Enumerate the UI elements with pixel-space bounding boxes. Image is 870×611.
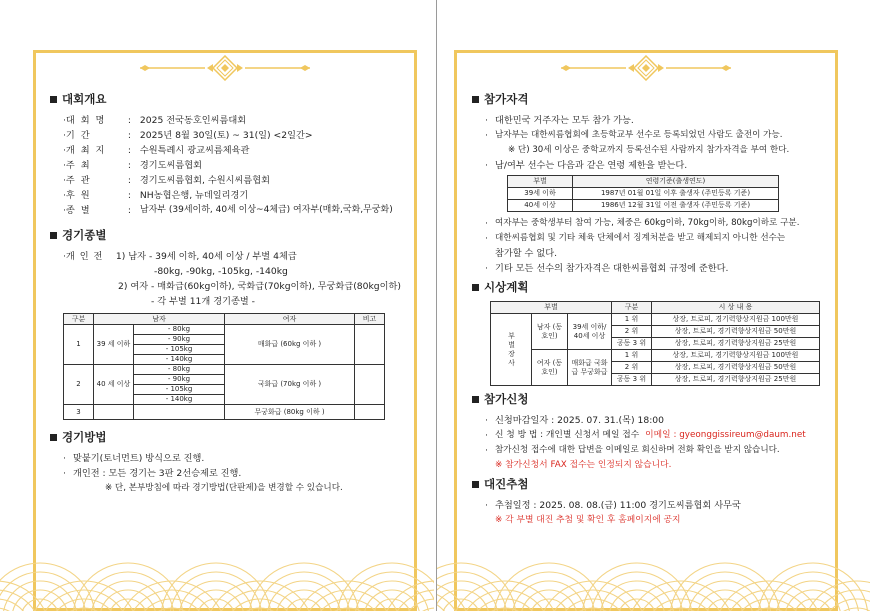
application-item: · 신 청 방 법 : 개인별 신청서 메일 접수 이메일 : gyeonggissireum@daum.net <box>485 430 806 441</box>
table-row: 공동 3 위 상장, 트로피, 경기력향상지원금 25만원 <box>491 338 820 350</box>
qualification-item: 참가할 수 없다. <box>495 248 558 259</box>
section-events: 경기종별 <box>50 228 405 243</box>
method-note: ※ 단, 본부방침에 따라 경기방법(단판제)을 변경할 수 있습니다. <box>105 483 343 493</box>
section-awards: 시상계획 <box>472 280 837 295</box>
section-application: 참가신청 <box>472 392 837 407</box>
table-row: 2 위 상장, 트로피, 경기력향상지원금 50만원 <box>491 362 820 374</box>
table-row: 1 39 세 이하 - 80kg 매화급 (60kg 이하 ) <box>64 325 385 335</box>
qualification-item: · 대한씨름협회 및 기타 체육 단체에서 징계처분을 받고 해제되지 아니한 선수는 <box>485 233 786 244</box>
wave-pattern <box>0 523 434 611</box>
overview-row: · 후 원 : NH농협은행, 뉴데일리경기 <box>63 190 249 201</box>
table-row: 39세 이하 1987년 01월 01일 이후 출생자 (주민등록 기준) <box>508 188 779 200</box>
application-item: · 신청마감일자 : 2025. 07. 31.(목) 18:00 <box>485 415 664 426</box>
table-row: 2 40 세 이상 - 80kg 국화급 (70kg 이하 ) <box>64 365 385 375</box>
overview-row: · 주 관 : 경기도씨름협회, 수원시씨름협회 <box>63 175 271 186</box>
table-row: 2 위 상장, 트로피, 경기력향상지원금 50만원 <box>491 326 820 338</box>
events-line: 2) 여자 - 매화급(60kg이하), 국화급(70kg이하), 무궁화급(80kg이하) <box>118 281 401 292</box>
age-table: 부별 연령기준(출생연도) 39세 이하 1987년 01월 01일 이후 출생자 (주민등록 기준) 40세 이상 1986년 12월 31일 이전 출생자 (주민등록 기준) <box>507 175 779 212</box>
overview-row: · 주 최 : 경기도씨름협회 <box>63 160 203 171</box>
qualification-item: · 여자부는 중학생부터 참여 가능, 체중은 60kg이하, 70kg이하, 80kg이하로 구분. <box>485 218 800 229</box>
qualification-item: · 남/여부 선수는 다음과 같은 연령 제한을 받는다. <box>485 160 688 171</box>
left-content <box>50 88 405 496</box>
overview-row: · 기 간 : 2025년 8월 30일(토) ~ 31(일) <2일간> <box>63 130 313 141</box>
table-row: 40세 이상 1986년 12월 31일 이전 출생자 (주민등록 기준) <box>508 200 779 212</box>
events-line: - 각 부별 11개 경기종별 - <box>151 296 255 307</box>
table-row: 여자 (동호인) 매화급 국화급 무궁화급 1 위 상장, 트로피, 경기력향상지원금 100만원 <box>491 350 820 362</box>
overview-row: · 종 별 : 남자부 (39세이하, 40세 이상~4체급) 여자부(매화,국화,무궁화) <box>63 205 393 216</box>
table-row: 공동 3 위 상장, 트로피, 경기력향상지원금 25만원 <box>491 374 820 386</box>
method-item: · 맞붙기(토너먼트) 방식으로 진행. <box>63 453 205 464</box>
application-fax-note: ※ 참가신청서 FAX 접수는 인정되지 않습니다. <box>495 460 672 470</box>
overview-row: · 대 회 명 : 2025 전국동호인씨름대회 <box>63 115 247 126</box>
table-row: 3 무궁화급 (80kg 이하 ) <box>64 405 385 420</box>
draw-note: ※ 각 부별 대진 추첨 및 확인 후 홈페이지에 공지 <box>495 515 681 525</box>
left-page <box>0 0 434 611</box>
right-page <box>437 0 870 611</box>
qualification-note: ※ 단) 30세 이상은 중학교까지 등록선수된 사람까지 참가자격을 부여 한다. <box>508 145 790 155</box>
ornament-icon <box>125 55 325 81</box>
section-overview: 대회개요 <box>50 92 405 107</box>
application-item: · 참가신청 접수에 대한 답변을 이메일로 회신하며 전화 확인을 받지 않습니다. <box>485 445 780 456</box>
draw-item: · 추첨일정 : 2025. 08. 08.(금) 11:00 경기도씨름협회 사무국 <box>485 500 741 511</box>
qualification-item: · 남자부는 대한씨름협회에 초등학교부 선수로 등록되었던 사람도 출전이 가능. <box>485 130 783 141</box>
overview-row: · 개 최 지 : 수원특례시 광교씨름체육관 <box>63 145 250 156</box>
events-line: -80kg, -90kg, -105kg, -140kg <box>154 266 288 277</box>
section-draw: 대진추첨 <box>472 477 837 492</box>
events-table: 구분 남자 여자 비고 1 39 세 이하 - 80kg 매화급 (60kg 이하 ) - 90kg - 105kg - 140kg 2 40 세 이상 - 80kg 국화급 (70kg 이하 ) - 90kg - 105kg - 140kg 3 무궁화급 (80kg 이하 ) <box>63 313 385 420</box>
ornament-icon <box>546 55 746 81</box>
section-method: 경기방법 <box>50 430 405 445</box>
wave-pattern <box>437 523 870 611</box>
right-content <box>472 88 837 528</box>
qualification-item: · 기타 모든 선수의 참가자격은 대한씨름협회 규정에 준한다. <box>485 263 729 274</box>
table-row: 부별장사 남자 (동호인) 39세 이하/ 40세 이상 1 위 상장, 트로피, 경기력향상지원금 100만원 <box>491 314 820 326</box>
method-item: · 개인전 : 모든 경기는 3판 2선승제로 진행. <box>63 468 242 479</box>
qualification-item: · 대한민국 거주자는 모두 참가 가능. <box>485 115 634 126</box>
section-qualification: 참가자격 <box>472 92 837 107</box>
awards-table: 부별 구분 시 상 내 용 부별장사 남자 (동호인) 39세 이하/ 40세 이상 1 위 상장, 트로피, 경기력향상지원금 100만원 2 위 상장, 트로피, 경기력향상지원금 50만원 공동 3 위 상장, 트로피, 경기력향상지원금 25만원 여자 (동호인) 매화급 국화급 무궁화급 1 위 상장, 트로피, 경기력향상지원금 100만원 2 위 상장, 트로피, 경기력향상지원금 50만원 공동 3 위 상장, 트로피, 경기력향상지원금 25만원 <box>490 301 820 386</box>
events-line: · 개 인 전 1) 남자 - 39세 이하, 40세 이상 / 부별 4체급 <box>63 251 297 262</box>
